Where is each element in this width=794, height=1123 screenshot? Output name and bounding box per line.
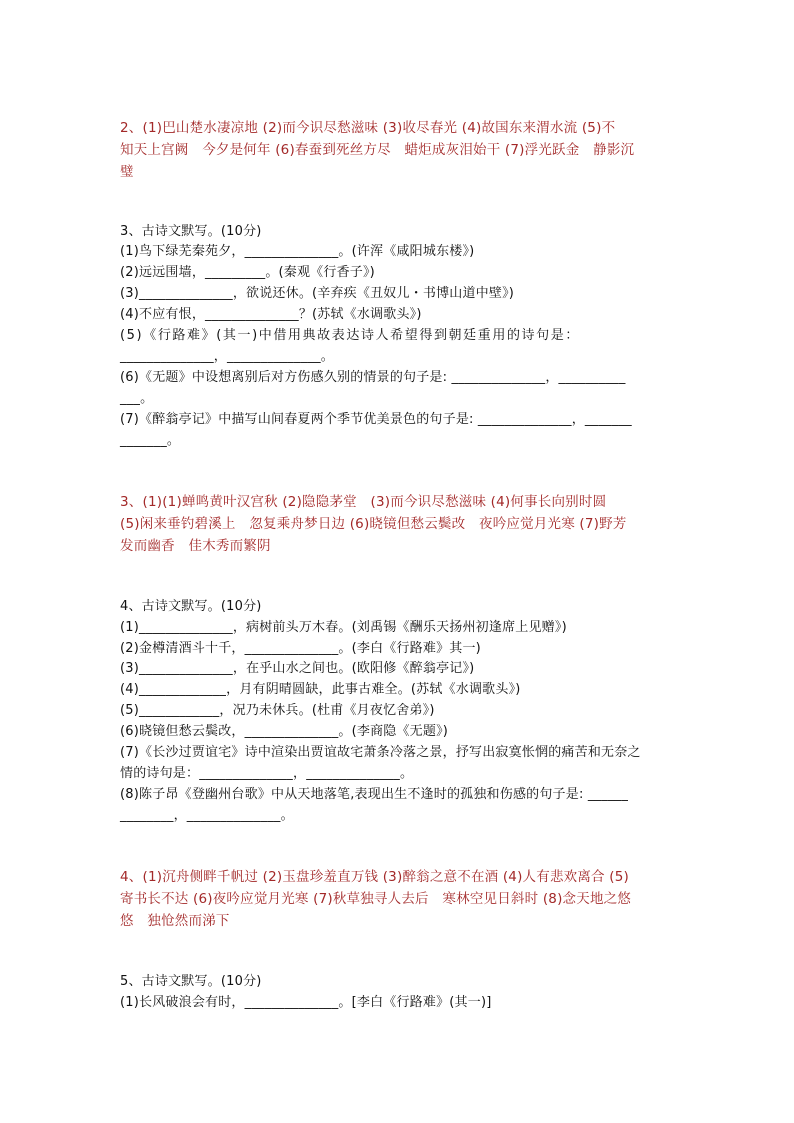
q3-line-9: (7)《醉翁亭记》中描写山间春夏两个季节优美景色的句子是: ______________，_______: [120, 412, 632, 427]
q4-line-1: (1)______________，病树前头万木春。(刘禹锡《酬乐天扬州初逢席上见赠》): [120, 620, 567, 635]
q3-line-4: (4)不应有恨，______________？(苏轼《水调歌头》): [120, 307, 422, 322]
q4-line-2: (2)金樽清酒斗十千，______________。(李白《行路难》其一): [120, 641, 481, 656]
answer4-line-3: 悠 独怆然而涕下: [120, 913, 230, 929]
q4-line-9: (8)陈子昂《登幽州台歌》中从天地落笔,表现出生不逢时的孤独和伤感的句子是: ______: [120, 787, 629, 802]
q4-line-10: ________，______________。: [120, 808, 294, 823]
q3-line-10: _______。: [120, 433, 181, 448]
q4-line-7: (7)《长沙过贾谊宅》诗中渲染出贾谊故宅萧条冷落之景，抒写出寂寞怅惘的痛苦和无奈之: [120, 745, 641, 760]
answer3-line-2: (5)闲来垂钓碧溪上 忽复乘舟梦日边 (6)晓镜但愁云鬓改 夜吟应觉月光寒 (7)野芳: [120, 516, 627, 532]
q5-title: 5、古诗文默写。(10分): [120, 974, 262, 989]
q3-line-6: ______________，______________。: [120, 349, 334, 364]
q3-line-3: (3)______________，欲说还休。(辛弃疾《丑奴儿・书博山道中壁》): [120, 286, 515, 301]
answer4-line-1: 4、(1)沉舟侧畔千帆过 (2)玉盘珍羞直万钱 (3)醉翁之意不在酒 (4)人有悲欢离合 (5): [120, 869, 629, 885]
q4-line-8: 情的诗句是：______________，______________。: [120, 766, 414, 781]
q3-line-5: (5)《行路难》(其一)中借用典故表达诗人希望得到朝廷重用的诗句是：: [120, 328, 580, 343]
answer4-line-2: 寄书长不达 (6)夜吟应觉月光寒 (7)秋草独寻人去后 寒林空见日斜时 (8)念天地之悠: [120, 891, 632, 907]
q3-line-8: ___。: [120, 391, 154, 406]
q3-line-1: (1)鸟下绿芜秦苑夕，______________。(许浑《咸阳城东楼》): [120, 244, 475, 259]
answer2-line-1: 2、(1)巴山楚水凄凉地 (2)而今识尽愁滋味 (3)收尽春光 (4)故国东来渭水流 (5)不: [120, 120, 616, 136]
q4-line-6: (6)晓镜但愁云鬓改，______________。(李商隐《无题》): [120, 724, 449, 739]
q5-line-1: (1)长风破浪会有时，______________。[李白《行路难》(其一)]: [120, 995, 492, 1010]
answer2-line-2: 知天上宫阙 今夕是何年 (6)春蚕到死丝方尽 蜡炬成灰泪始干 (7)浮光跃金 静影沉: [120, 142, 635, 158]
q3-line-7: (6)《无题》中设想离别后对方伤感久别的情景的句子是: ______________，__________: [120, 370, 626, 385]
answer2-line-3: 璧: [120, 164, 134, 180]
q3-title: 3、古诗文默写。(10分): [120, 224, 262, 239]
answer3-line-3: 发而幽香 佳木秀而繁阴: [120, 538, 271, 554]
answer3-line-1: 3、(1)(1)蝉鸣黄叶汉宫秋 (2)隐隐茅堂 (3)而今识尽愁滋味 (4)何事长向别时圆: [120, 494, 607, 510]
q4-title: 4、古诗文默写。(10分): [120, 599, 262, 614]
q4-line-3: (3)______________，在乎山水之间也。(欧阳修《醉翁亭记》): [120, 661, 475, 676]
q4-line-5: (5)____________，况乃未休兵。(杜甫《月夜忆舍弟》): [120, 703, 435, 718]
q4-line-4: (4)_____________，月有阴晴圆缺，此事古难全。(苏轼《水调歌头》): [120, 682, 521, 697]
q3-line-2: (2)远远围墙，_________。(秦观《行香子》): [120, 265, 375, 280]
